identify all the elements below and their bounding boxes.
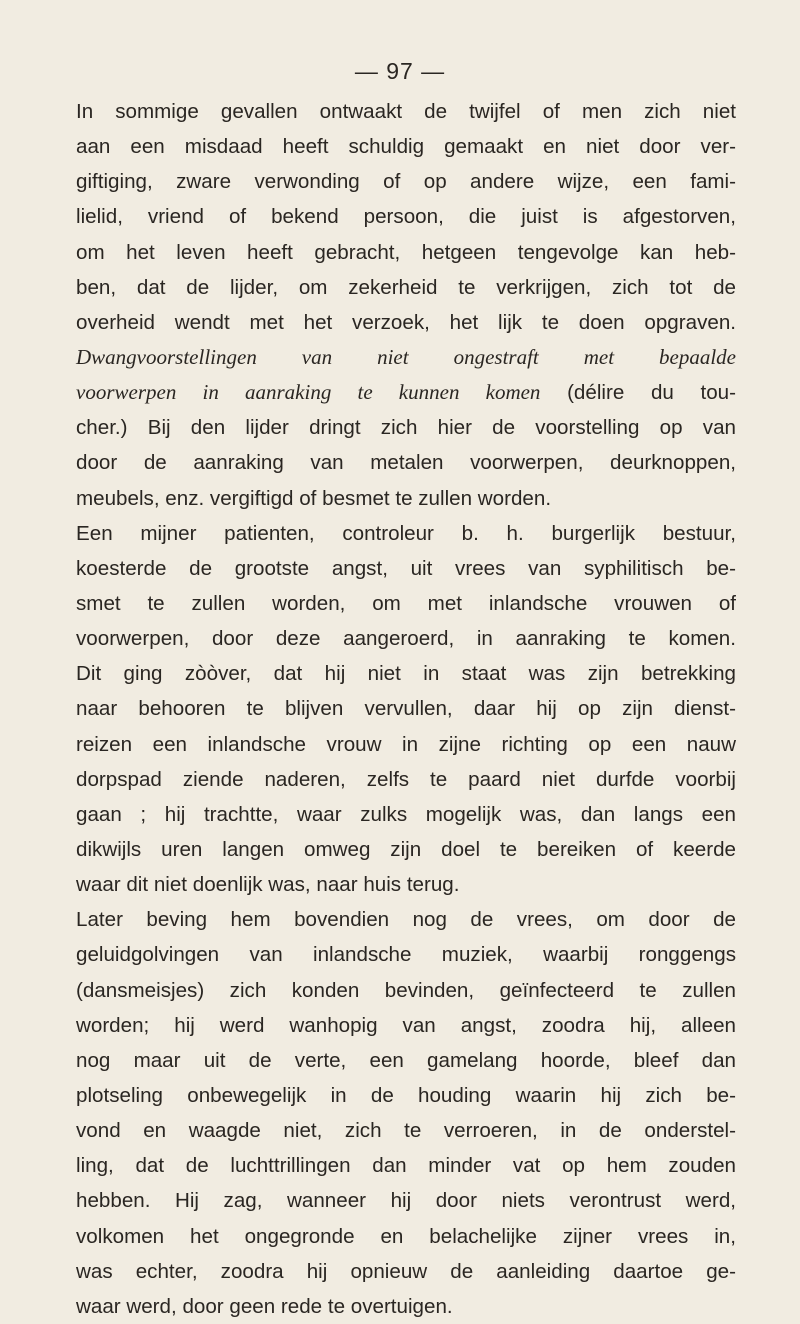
text-segment: ling, dat de luchttrillingen dan minder vat op hem zouden <box>76 1154 736 1178</box>
text-line <box>76 586 736 621</box>
text-segment: dikwijls uren langen omweg zijn doel te bereiken of keerde <box>76 837 736 861</box>
text-line <box>76 1183 736 1218</box>
text-line <box>76 832 736 867</box>
text-segment: (délire du tou- <box>540 381 736 405</box>
text-line <box>76 1008 736 1043</box>
text-line <box>76 797 736 832</box>
text-segment: vond en waagde niet, zich te verroeren, in de onderstel- <box>76 1119 736 1143</box>
text-line <box>76 1043 736 1078</box>
text-line <box>76 551 736 586</box>
text-line <box>76 902 736 937</box>
text-segment: plotseling onbewegelijk in de houding waarin hij zich be- <box>76 1083 736 1107</box>
text-segment: hebben. Hij zag, wanneer hij door niets verontrust werd, <box>76 1189 736 1213</box>
text-segment: waar werd, door geen rede te overtuigen. <box>76 1294 453 1318</box>
body-text <box>76 94 736 1324</box>
text-line <box>76 410 736 445</box>
text-segment: smet te zullen worden, om met inlandsche vrouwen of <box>76 591 736 615</box>
text-line <box>76 973 736 1008</box>
text-segment: cher.) Bij den lijder dringt zich hier de voorstelling op van <box>76 416 736 440</box>
text-segment: door de aanraking van metalen voorwerpen, deurknoppen, <box>76 451 736 475</box>
text-segment: was echter, zoodra hij opnieuw de aanleiding daartoe ge- <box>76 1259 736 1283</box>
text-segment: waar dit niet doenlijk was, naar huis terug. <box>76 873 460 897</box>
text-line <box>76 1254 736 1289</box>
text-segment: aan een misdaad heeft schuldig gemaakt en niet door ver- <box>76 135 736 159</box>
italic-text: Dwangvoorstellingen van niet ongestraft met bepaalde <box>76 344 736 369</box>
text-line <box>76 199 736 234</box>
text-segment: volkomen het ongegronde en belachelijke zijner vrees in, <box>76 1224 736 1248</box>
text-segment: giftiging, zware verwonding of op andere wijze, een fami- <box>76 170 736 194</box>
text-segment: voorwerpen, door deze aangeroerd, in aanraking te komen. <box>76 627 736 651</box>
text-line <box>76 1078 736 1113</box>
text-segment: meubels, enz. vergiftigd of besmet te zullen worden. <box>76 486 552 510</box>
text-line <box>76 867 736 902</box>
text-line <box>76 762 736 797</box>
text-line <box>76 727 736 762</box>
text-segment: Dit ging zòòver, dat hij niet in staat was zijn betrekking <box>76 662 736 686</box>
text-line <box>76 1113 736 1148</box>
text-segment: Later beving hem bovendien nog de vrees, om door de <box>76 908 736 932</box>
text-line <box>76 375 736 410</box>
text-segment: In sommige gevallen ontwaakt de twijfel of men zich niet <box>76 100 736 123</box>
italic-text: voorwerpen in aanraking te kunnen komen <box>76 380 541 405</box>
text-line <box>76 305 736 340</box>
text-line <box>76 129 736 164</box>
text-line <box>76 937 736 972</box>
text-segment: dorpspad ziende naderen, zelfs te paard niet durfde voorbij <box>76 767 736 791</box>
text-segment: worden; hij werd wanhopig van angst, zoodra hij, alleen <box>76 1013 736 1037</box>
text-segment: (dansmeisjes) zich konden bevinden, geïnfecteerd te zullen <box>76 978 736 1002</box>
text-segment: gaan ; hij trachtte, waar zulks mogelijk was, dan langs een <box>76 802 736 826</box>
text-line <box>76 340 736 375</box>
text-segment: geluidgolvingen van inlandsche muziek, waarbij ronggengs <box>76 943 736 967</box>
text-line <box>76 445 736 480</box>
text-line <box>76 691 736 726</box>
text-line <box>76 481 736 516</box>
text-segment: koesterde de grootste angst, uit vrees van syphilitisch be- <box>76 556 736 580</box>
text-segment: ben, dat de lijder, om zekerheid te verkrijgen, zich tot de <box>76 275 736 299</box>
text-line <box>76 235 736 270</box>
text-segment: om het leven heeft gebracht, hetgeen tengevolge kan heb- <box>76 240 736 264</box>
text-segment: nog maar uit de verte, een gamelang hoorde, bleef dan <box>76 1048 736 1072</box>
text-segment: Een mijner patienten, controleur b. h. burgerlijk bestuur, <box>76 521 736 545</box>
text-line <box>76 1289 736 1324</box>
page-number: — 97 — <box>354 58 446 84</box>
text-segment: reizen een inlandsche vrouw in zijne richting op een nauw <box>76 732 736 756</box>
text-line <box>76 1148 736 1183</box>
text-segment: overheid wendt met het verzoek, het lijk te doen opgraven. <box>76 310 736 334</box>
text-line <box>76 270 736 305</box>
text-line <box>76 164 736 199</box>
text-line <box>76 1219 736 1254</box>
text-line <box>76 516 736 551</box>
text-line <box>76 621 736 656</box>
text-line <box>76 94 736 129</box>
text-segment: lielid, vriend of bekend persoon, die juist is afgestorven, <box>76 205 736 229</box>
text-line <box>76 656 736 691</box>
text-segment: naar behooren te blijven vervullen, daar hij op zijn dienst- <box>76 697 736 721</box>
